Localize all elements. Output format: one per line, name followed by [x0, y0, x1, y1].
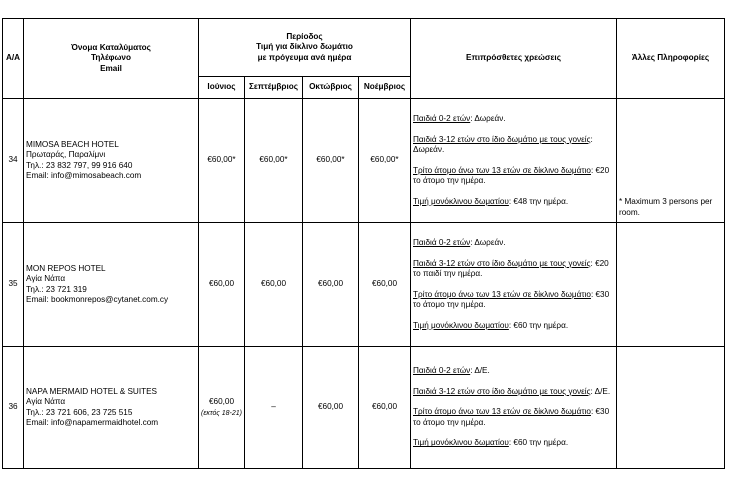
hotel-name: MON REPOS HOTEL [26, 263, 106, 273]
month-header: Σεπτέμβριος [245, 77, 303, 99]
charge-item [413, 321, 614, 332]
charge-label: Τρίτο άτομο άνω των 13 ετών σε δίκλινο δωμάτιο [413, 289, 591, 299]
charges-cell [411, 99, 617, 223]
price-cell: €60,00 [245, 223, 303, 347]
hotel-cell [24, 347, 199, 469]
charge-label: Παιδιά 3-12 ετών στο ίδιο δωμάτιο με τους γονείς [413, 386, 591, 396]
hotel-location: Πρωταράς, Παραλίμνι [26, 150, 106, 159]
charge-item [413, 114, 614, 125]
charge-value: : €30 το άτομο την ημέρα. [413, 289, 610, 309]
hotel-phone: Τηλ.: 23 832 797, 99 916 640 [26, 160, 133, 170]
charge-item [413, 387, 614, 398]
other-info-header: Άλλες Πληροφορίες [617, 19, 725, 99]
charge-item [413, 290, 614, 311]
period-header-line: Περίοδος [286, 31, 323, 41]
price-cell: €60,00* [359, 99, 411, 223]
charge-item [413, 407, 614, 428]
charge-label: Τιμή μονόκλινου δωματίου [413, 320, 509, 330]
hotel-phone: Τηλ.: 23 721 606, 23 725 515 [26, 407, 133, 417]
charge-value: : €48 την ημέρα. [508, 196, 569, 206]
row-number: 35 [3, 223, 24, 347]
other-info-cell: * Maximum 3 persons per room. [617, 99, 725, 223]
hotel-phone: Τηλ.: 23 721 319 [26, 284, 87, 294]
charge-value: : Δωρεάν. [470, 238, 506, 247]
charge-value: : €20 το παιδί την ημέρα. [413, 258, 609, 278]
period-header-line: με πρόγευμα ανά ημέρα [257, 52, 352, 62]
price-cell: €60,00 [199, 223, 245, 347]
other-info-cell [617, 347, 725, 469]
hotel-location: Αγία Νάπα [26, 274, 66, 283]
month-header: Ιούνιος [199, 77, 245, 99]
name-header [24, 19, 199, 99]
charge-value: : €60 την ημέρα. [508, 320, 569, 330]
charge-item [413, 438, 614, 449]
charge-label: Παιδιά 0-2 ετών [413, 238, 471, 247]
price-cell: – [245, 347, 303, 469]
charge-label: Τιμή μονόκλινου δωματίου [413, 438, 509, 448]
charge-label: Τρίτο άτομο άνω των 13 ετών σε δίκλινο δωμάτιο [413, 407, 591, 417]
charge-value: : €20 το άτομο την ημέρα. [413, 165, 610, 185]
charge-label: Τιμή μονόκλινου δωματίου [413, 196, 509, 206]
hotel-cell [24, 99, 199, 223]
price-cell: €60,00 [359, 223, 411, 347]
charge-label: Παιδιά 0-2 ετών [413, 114, 471, 123]
period-header [199, 19, 411, 77]
charge-value: : €60 την ημέρα. [508, 438, 569, 448]
charge-item [413, 135, 614, 156]
row-number: 34 [3, 99, 24, 223]
name-header-line: Email [100, 63, 122, 73]
table-row [3, 347, 725, 469]
aa-header: Α/Α [3, 19, 24, 99]
name-header-line: Τηλέφωνο [91, 53, 131, 63]
charges-cell [411, 223, 617, 347]
other-info-cell [617, 223, 725, 347]
hotels-table [2, 18, 725, 469]
hotel-location: Αγία Νάπα [26, 397, 66, 406]
price-cell: €60,00 [359, 347, 411, 469]
charge-label: Τρίτο άτομο άνω των 13 ετών σε δίκλινο δωμάτιο [413, 165, 591, 175]
month-header: Νοέμβριος [359, 77, 411, 99]
price-cell [199, 347, 245, 469]
hotel-email: Email: bookmonrepos@cytanet.com.cy [26, 295, 169, 304]
charge-label: Παιδιά 3-12 ετών στο ίδιο δωμάτιο με τους γονείς [413, 134, 591, 144]
price-exception-note: (εκτός 18-21) [201, 409, 243, 417]
charge-item [413, 366, 614, 377]
month-header: Οκτώβριος [303, 77, 359, 99]
charge-item [413, 238, 614, 249]
charge-value: : Δωρεάν. [470, 114, 506, 123]
charge-item [413, 259, 614, 280]
price-cell: €60,00* [303, 99, 359, 223]
hotel-name: NAPA MERMAID HOTEL & SUITES [26, 386, 158, 396]
price-cell: €60,00* [245, 99, 303, 223]
charge-value: : Δ/Ε. [470, 366, 490, 376]
period-header-line: Τιμή για δίκλινο δωμάτιο [256, 42, 353, 52]
name-header-line: Όνομα Καταλύματος [71, 42, 151, 52]
price-cell: €60,00* [199, 99, 245, 223]
charge-item [413, 197, 614, 208]
charge-value: : Δωρεάν. [413, 134, 593, 154]
price-cell: €60,00 [303, 347, 359, 469]
hotel-email: Email: info@napamermaidhotel.com [26, 418, 159, 427]
charge-item [413, 166, 614, 187]
table-row [3, 99, 725, 223]
table-row [3, 223, 725, 347]
extra-charges-header: Επιπρόσθετες χρεώσεις [411, 19, 617, 99]
price-cell: €60,00 [303, 223, 359, 347]
charges-cell [411, 347, 617, 469]
hotel-name: MIMOSA BEACH HOTEL [26, 139, 119, 149]
hotel-cell [24, 223, 199, 347]
charge-value: : €30 το άτομο την ημέρα. [413, 407, 610, 427]
charge-value: : Δ/Ε. [590, 386, 611, 396]
price-value: €60,00 [208, 397, 235, 406]
hotel-email: Email: info@mimosabeach.com [26, 171, 142, 180]
charge-label: Παιδιά 3-12 ετών στο ίδιο δωμάτιο με τους γονείς [413, 258, 591, 268]
row-number: 36 [3, 347, 24, 469]
charge-label: Παιδιά 0-2 ετών [413, 366, 471, 376]
